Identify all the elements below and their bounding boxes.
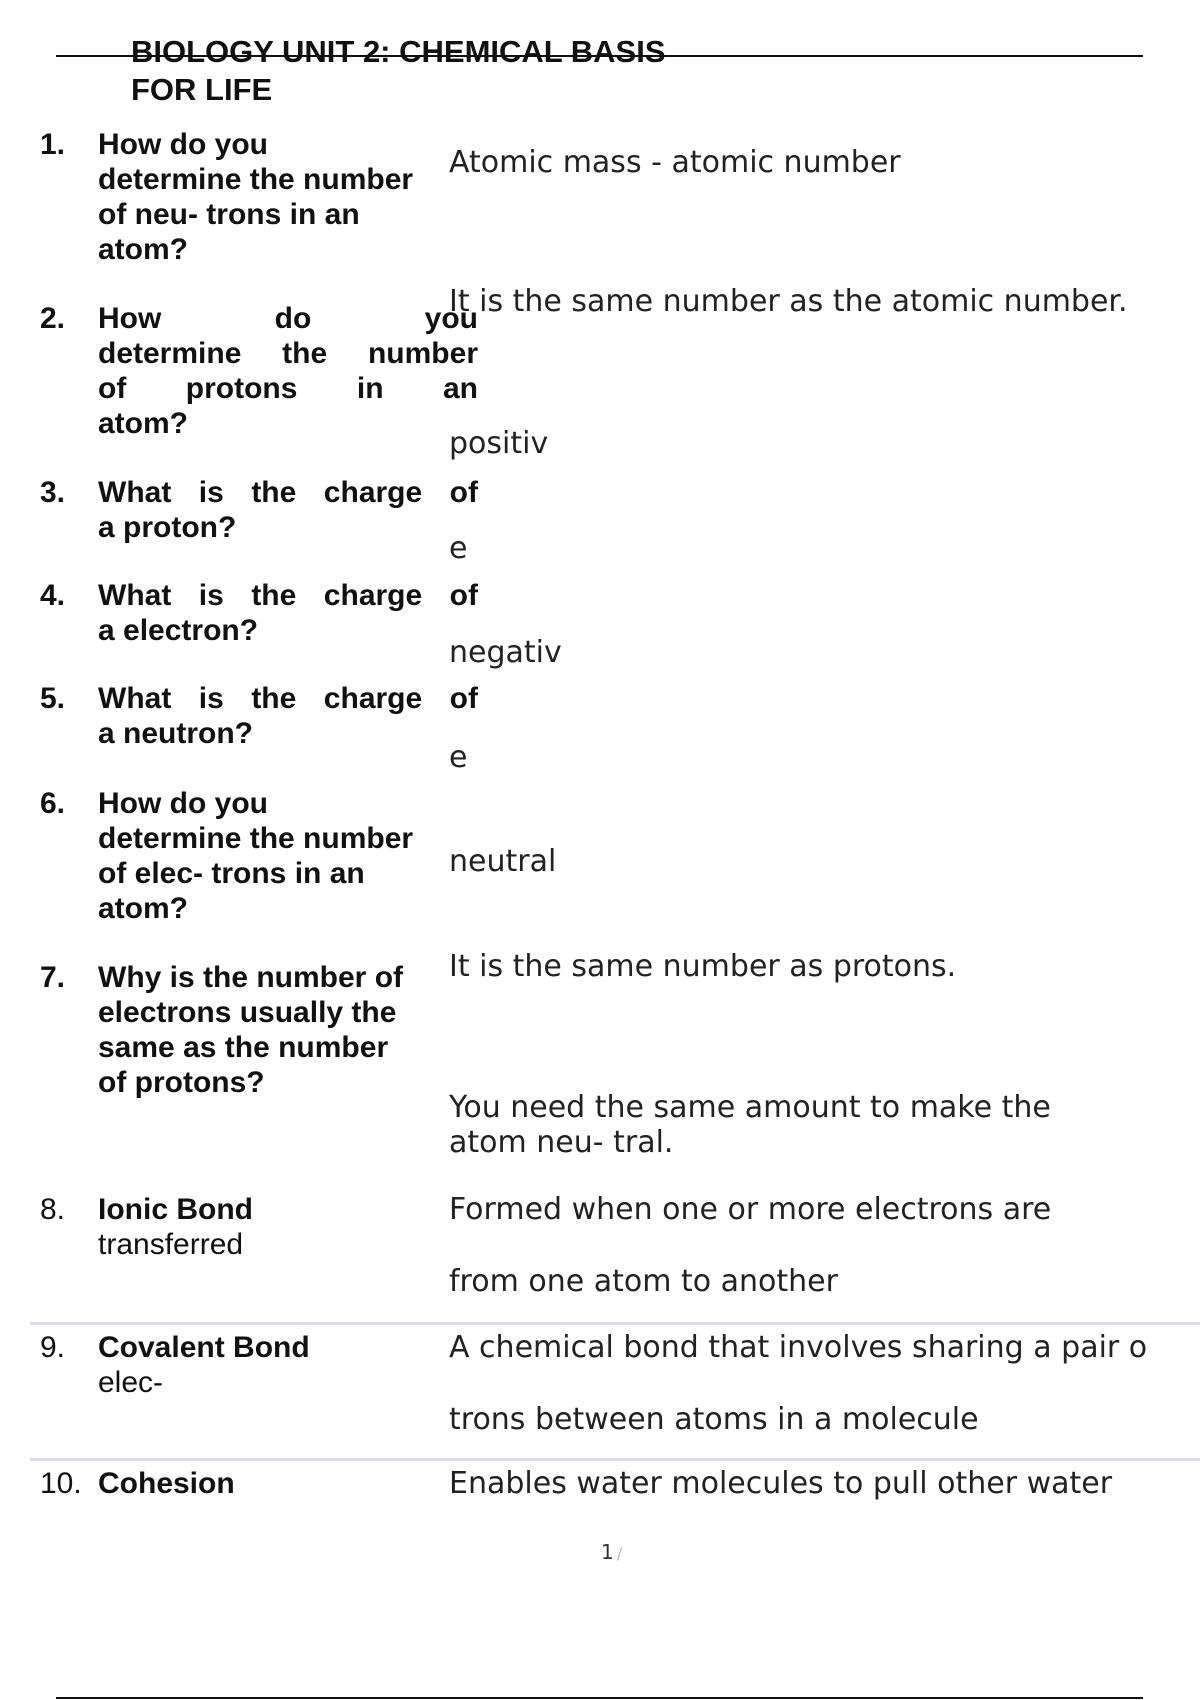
term-continuation: transferred — [98, 1228, 244, 1261]
question-line: a proton? — [98, 511, 237, 544]
question-line: a electron? — [98, 614, 259, 647]
row-divider — [30, 1458, 1200, 1461]
question-line: of elec- trons in an — [98, 857, 365, 890]
question-line: What is the charge of — [98, 682, 478, 715]
answer-2: It is the same number as the atomic number. — [449, 284, 1128, 319]
term-name: Cohesion — [98, 1467, 235, 1500]
answer-4-part-2: e — [449, 740, 468, 775]
page-title — [131, 33, 731, 109]
question-text — [98, 301, 478, 441]
answer-3-part-1: positiv — [449, 426, 549, 461]
question-line: Why is the number of — [98, 961, 404, 994]
question-number: 1. — [40, 128, 66, 161]
answer-7-line-1: You need the same amount to make the — [449, 1090, 1051, 1125]
question-line: How do you — [98, 787, 268, 820]
question-text — [98, 681, 478, 751]
question-line: What is the charge of — [98, 476, 478, 509]
term-text — [98, 1330, 478, 1400]
question-number: 6. — [40, 787, 66, 820]
question-line: determine the number — [98, 163, 414, 196]
question-text — [98, 960, 478, 1100]
question-line: same as the number — [98, 1031, 389, 1064]
definition-9-line-2: trons between atoms in a molecule — [449, 1402, 979, 1437]
answer-7-line-2: atom neu- tral. — [449, 1125, 674, 1160]
question-number: 3. — [40, 476, 66, 509]
page-number-slash: / — [616, 1544, 623, 1563]
definition-9-line-1: A chemical bond that involves sharing a pair o — [449, 1330, 1148, 1365]
page-number-value: 1 — [601, 1540, 614, 1564]
answer-6: It is the same number as protons. — [449, 949, 957, 984]
question-number: 2. — [40, 302, 66, 335]
term-name: Ionic Bond — [98, 1193, 253, 1226]
term-number: 9. — [40, 1331, 66, 1364]
question-line: How do you — [98, 302, 478, 335]
question-line: What is the charge of — [98, 579, 478, 612]
term-text — [98, 1192, 478, 1262]
question-line: atom? — [98, 407, 188, 440]
row-divider — [30, 1322, 1200, 1325]
answer-1: Atomic mass - atomic number — [449, 145, 901, 180]
question-text — [98, 127, 478, 267]
title-line-2: FOR LIFE — [131, 72, 273, 107]
question-line: atom? — [98, 233, 188, 266]
question-text — [98, 786, 478, 926]
term-number: 8. — [40, 1193, 66, 1226]
term-number: 10. — [40, 1467, 82, 1500]
bottom-rule — [56, 1697, 1143, 1699]
question-text — [98, 578, 478, 648]
answer-4-part-1: negativ — [449, 635, 562, 670]
question-number: 4. — [40, 579, 66, 612]
title-line-1: BIOLOGY UNIT 2: CHEMICAL BASIS — [131, 34, 666, 69]
question-line: determine the number — [98, 337, 478, 370]
term-name: Covalent Bond — [98, 1331, 310, 1364]
question-number: 5. — [40, 682, 66, 715]
question-line: of protons? — [98, 1066, 265, 1099]
answer-5: neutral — [449, 844, 557, 879]
question-line: of protons in an — [98, 372, 478, 405]
page-number — [601, 1540, 622, 1564]
question-number: 7. — [40, 961, 66, 994]
term-continuation: elec- — [98, 1366, 164, 1399]
question-line: atom? — [98, 892, 188, 925]
answer-3-part-2: e — [449, 531, 468, 566]
definition-10-line-1: Enables water molecules to pull other water — [449, 1466, 1113, 1501]
question-line: of neu- trons in an — [98, 198, 360, 231]
term-text — [98, 1466, 478, 1501]
question-line: How do you — [98, 128, 268, 161]
question-line: electrons usually the — [98, 996, 397, 1029]
question-text — [98, 475, 478, 545]
definition-8-line-1: Formed when one or more electrons are — [449, 1192, 1052, 1227]
question-line: a neutron? — [98, 717, 253, 750]
definition-8-line-2: from one atom to another — [449, 1264, 838, 1299]
question-line: determine the number — [98, 822, 414, 855]
